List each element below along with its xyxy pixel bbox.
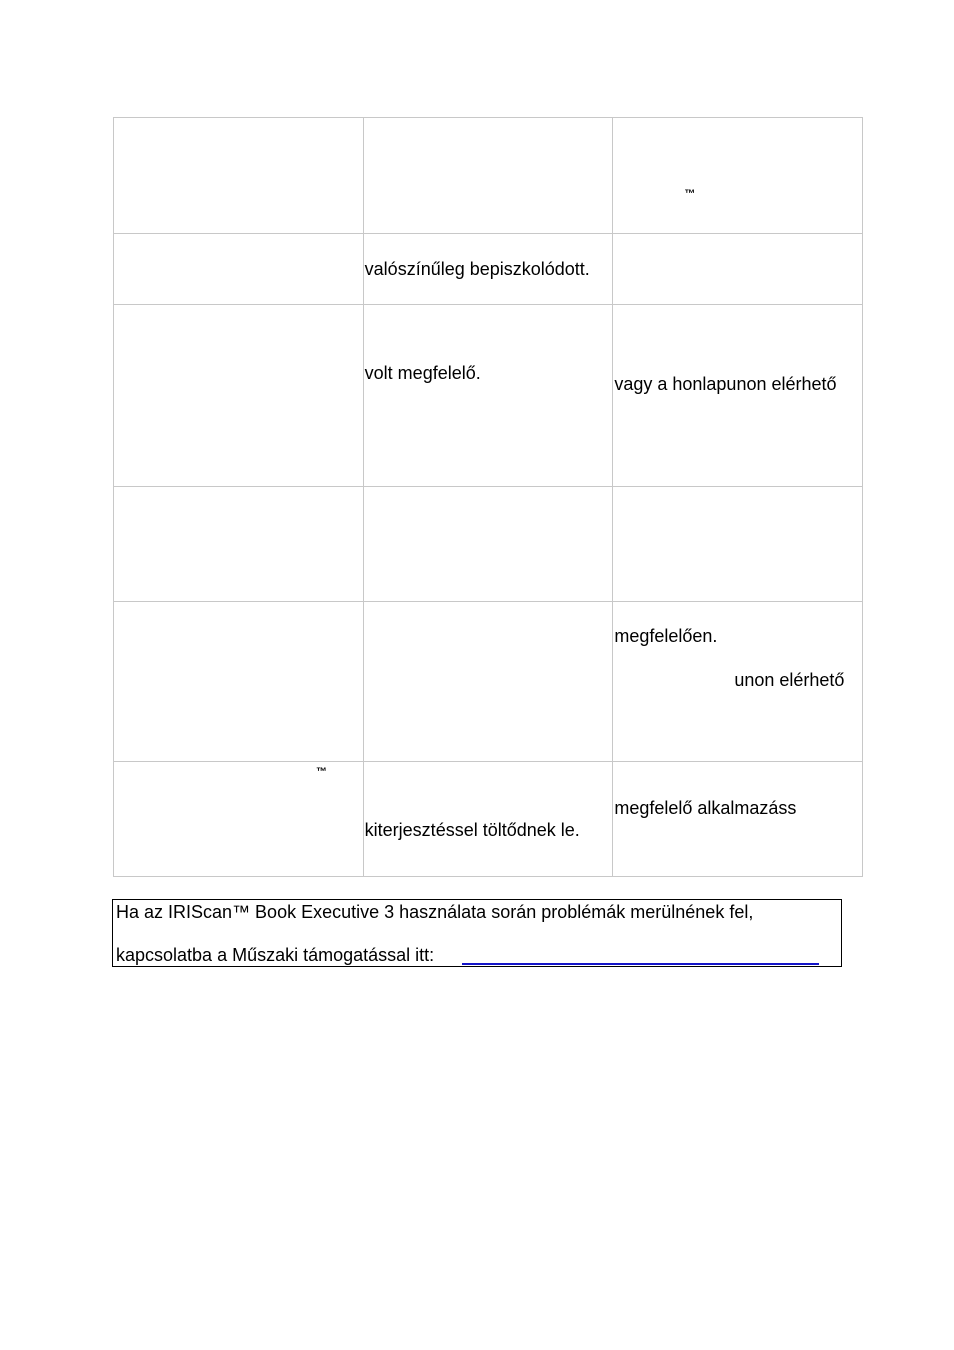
table-cell [613,234,863,305]
table-row [114,762,863,877]
cell-text: megfelelően. [614,626,718,646]
trademark-symbol: ™ [316,766,327,778]
table-cell [364,762,614,877]
table-cell [114,234,364,305]
trademark-symbol: ™ [684,188,696,200]
table-cell [114,118,364,234]
table-cell [114,487,364,602]
troubleshooting-table [113,117,863,877]
table-cell [114,762,364,877]
support-link-underline[interactable] [462,963,819,965]
cell-text: unon elérhető [734,670,845,690]
support-notice-line2: kapcsolatba a Műszaki támogatással itt: [116,945,435,965]
table-cell [613,305,863,487]
cell-text: kiterjesztéssel töltődnek le. [364,820,580,840]
table-row [114,234,863,305]
table-cell [364,118,614,234]
cell-text: vagy a honlapunon elérhető [614,374,837,394]
table-cell [114,305,364,487]
table-row [114,487,863,602]
cell-text: megfelelő alkalmazáss [614,798,797,818]
table-cell [364,305,614,487]
support-notice-box [112,899,842,967]
table-cell [364,602,614,762]
cell-text: volt megfelelő. [364,363,481,383]
table-cell [613,118,863,234]
table-cell [613,602,863,762]
table-cell [364,487,614,602]
table-row [114,602,863,762]
table-cell [613,762,863,877]
table-cell [613,487,863,602]
table-row [114,118,863,234]
table-cell [364,234,614,305]
table-cell [114,602,364,762]
support-notice-line1: Ha az IRIScan™ Book Executive 3 használata során problémák merülnének fel, [116,902,754,922]
cell-text: valószínűleg bepiszkolódott. [364,259,590,279]
table-row [114,305,863,487]
